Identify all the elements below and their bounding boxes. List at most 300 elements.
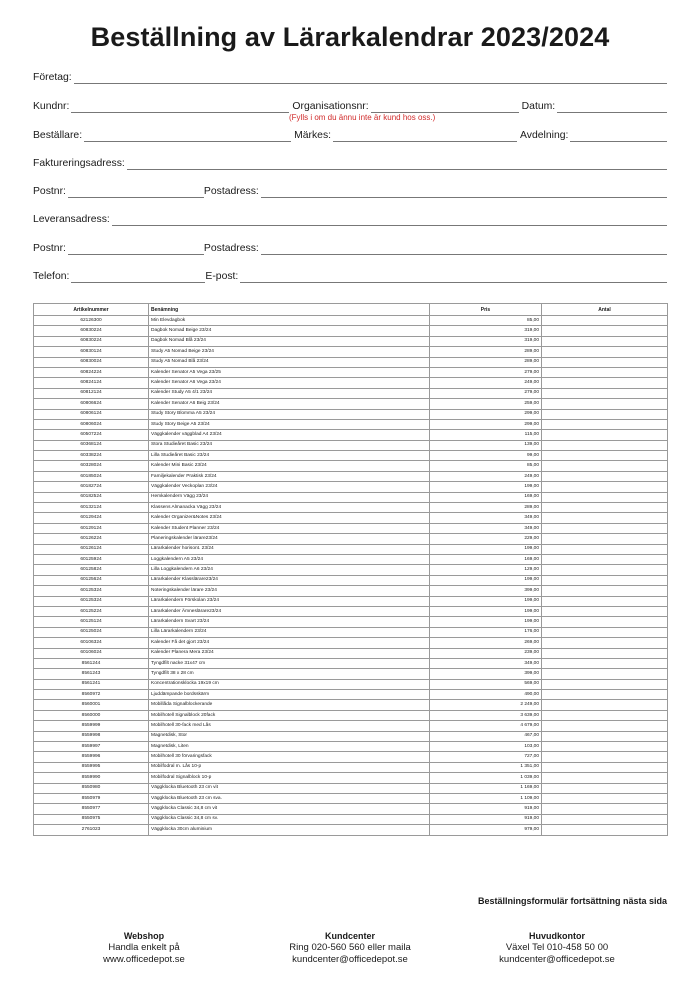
antal-input[interactable] (542, 554, 668, 564)
benamning-cell: Tyngdfilt 38 x 28 cm (149, 669, 430, 679)
antal-input[interactable] (542, 575, 668, 585)
benamning-cell: Väggklocka 30cm aluminium (149, 825, 430, 835)
table-row (34, 399, 668, 409)
pris-cell: 349,00 (430, 658, 542, 668)
artikelnummer-cell: 60806624 (34, 399, 149, 409)
artikelnummer-cell: 60830124 (34, 347, 149, 357)
antal-input[interactable] (542, 679, 668, 689)
table-row (34, 482, 668, 492)
pris-cell: 199,00 (430, 596, 542, 606)
artikelnummer-cell: 8560972 (34, 690, 149, 700)
pris-cell: 349,00 (430, 513, 542, 523)
table-row (34, 440, 668, 450)
pris-cell: 1 039,00 (430, 773, 542, 783)
benamning-cell: Mobillåda Signalblockerande (149, 700, 430, 710)
antal-input[interactable] (542, 773, 668, 783)
antal-input[interactable] (542, 482, 668, 492)
benamning-cell: Noteringskalender lärare 23/24 (149, 586, 430, 596)
footer-huvudkontor (447, 930, 667, 966)
artikelnummer-cell: 8559998 (34, 731, 149, 741)
benamning-cell: Familjekalender Praktisk 23/24 (149, 471, 430, 481)
table-row (34, 409, 668, 419)
artikelnummer-cell: 60830224 (34, 336, 149, 346)
kundnr-row (33, 97, 667, 113)
foretag-field[interactable] (74, 72, 667, 84)
avdelning-label: Avdelning: (520, 130, 569, 141)
artikelnummer-cell: 8550977 (34, 804, 149, 814)
page-title: Beställning av Lärarkalendrar 2023/2024 (90, 22, 610, 52)
orgnr-label: Organisationsnr: (292, 101, 369, 112)
epost-field[interactable] (240, 271, 667, 283)
pris-cell: 115,00 (430, 430, 542, 440)
table-row (34, 710, 668, 720)
pris-cell: 199,00 (430, 617, 542, 627)
benamning-cell: Ljuddämpande bordsskärm (149, 690, 430, 700)
antal-input[interactable] (542, 378, 668, 388)
antal-input[interactable] (542, 430, 668, 440)
order-table (33, 303, 668, 836)
antal-input[interactable] (542, 742, 668, 752)
pris-cell: 349,00 (430, 523, 542, 533)
antal-input[interactable] (542, 534, 668, 544)
pris-cell: 229,00 (430, 534, 542, 544)
table-row (34, 554, 668, 564)
foretag-row (33, 68, 667, 84)
pris-cell: 249,00 (430, 471, 542, 481)
postadress1-field[interactable] (261, 186, 667, 198)
table-row (34, 648, 668, 658)
markes-field[interactable] (333, 130, 517, 142)
datum-label: Datum: (521, 101, 556, 112)
pris-cell: 2 249,00 (430, 700, 542, 710)
benamning-cell: Väggklocka Bluetooth 23 cm sva. (149, 793, 430, 803)
benamning-cell: Kalender Study A5 4/1 23/24 (149, 388, 430, 398)
benamning-cell: Dagbok Nomad Blå 23/24 (149, 336, 430, 346)
pris-cell: 1 351,00 (430, 762, 542, 772)
table-row (34, 347, 668, 357)
faktadress-field[interactable] (127, 158, 667, 170)
table-row (34, 503, 668, 513)
artikelnummer-cell: 60507224 (34, 430, 149, 440)
benamning-cell: Lilla Lärarkalendern 23/24 (149, 627, 430, 637)
pris-cell: 299,00 (430, 409, 542, 419)
benamning-cell: Väggkalender väggblad A4 23/24 (149, 430, 430, 440)
benamning-cell: Lärarkalender Ämneslärare23/24 (149, 606, 430, 616)
artikelnummer-cell: 60125924 (34, 554, 149, 564)
artikelnummer-cell: 60806124 (34, 409, 149, 419)
table-row (34, 627, 668, 637)
antal-input[interactable] (542, 627, 668, 637)
table-row (34, 326, 668, 336)
footer-kundcenter (240, 930, 460, 966)
antal-input[interactable] (542, 638, 668, 648)
benamning-cell: Study Story Blomma A5 23/24 (149, 409, 430, 419)
postnr1-row (33, 182, 667, 198)
artikelnummer-cell: 60126124 (34, 544, 149, 554)
antal-input[interactable] (542, 451, 668, 461)
markes-label: Märkes: (294, 130, 332, 141)
pris-cell: 289,00 (430, 503, 542, 513)
artikelnummer-cell: 8560000 (34, 710, 149, 720)
pris-cell: 259,00 (430, 399, 542, 409)
artikelnummer-cell: 60182724 (34, 482, 149, 492)
faktadress-row (33, 154, 667, 170)
antal-input[interactable] (542, 388, 668, 398)
antal-input[interactable] (542, 700, 668, 710)
antal-input[interactable] (542, 336, 668, 346)
antal-input[interactable] (542, 523, 668, 533)
pris-cell: 169,00 (430, 554, 542, 564)
table-row (34, 669, 668, 679)
antal-input[interactable] (542, 419, 668, 429)
table-row (34, 783, 668, 793)
table-row (34, 731, 668, 741)
antal-input[interactable] (542, 399, 668, 409)
table-row (34, 367, 668, 377)
benamning-cell: Kalender Få det gjort 23/24 (149, 638, 430, 648)
antal-input[interactable] (542, 440, 668, 450)
antal-input[interactable] (542, 565, 668, 575)
benamning-cell: Magnetdisk, Liten (149, 742, 430, 752)
antal-input[interactable] (542, 326, 668, 336)
benamning-cell: Lärarkalender horisont. 23/24 (149, 544, 430, 554)
table-row (34, 679, 668, 689)
antal-input[interactable] (542, 669, 668, 679)
benamning-cell: Study Story Beige A5 23/24 (149, 419, 430, 429)
antal-input[interactable] (542, 544, 668, 554)
benamning-cell: Kalender Senator A6 Vega 23/24 (149, 378, 430, 388)
table-row (34, 544, 668, 554)
header-antal: Antal (542, 304, 668, 316)
antal-input[interactable] (542, 586, 668, 596)
levadress-field[interactable] (112, 214, 667, 226)
postnr2-label: Postnr: (33, 243, 66, 254)
table-row (34, 523, 668, 533)
kundcenter-email[interactable]: kundcenter@officedepot.se (292, 954, 408, 965)
avdelning-field[interactable] (570, 130, 667, 142)
pris-cell: 319,00 (430, 326, 542, 336)
table-row (34, 388, 668, 398)
artikelnummer-cell: 60125824 (34, 565, 149, 575)
benamning-cell: Planeringskalender lärare23/24 (149, 534, 430, 544)
artikelnummer-cell: 60125624 (34, 575, 149, 585)
header-pris: Pris (430, 304, 542, 316)
pris-cell: 467,00 (430, 731, 542, 741)
artikelnummer-cell: 8550980 (34, 783, 149, 793)
pris-cell: 919,00 (430, 804, 542, 814)
table-row (34, 752, 668, 762)
antal-input[interactable] (542, 783, 668, 793)
footer-webshop (34, 930, 254, 966)
benamning-cell: Lärarkalendern Förskolan 23/24 (149, 596, 430, 606)
table-row (34, 793, 668, 803)
artikelnummer-cell: 8561243 (34, 669, 149, 679)
table-row (34, 492, 668, 502)
artikelnummer-cell: 8560001 (34, 700, 149, 710)
benamning-cell: Hemkalendern Vägg 23/24 (149, 492, 430, 502)
benamning-cell: Väggklocka Classic 34,8 cm sv. (149, 814, 430, 824)
table-row (34, 534, 668, 544)
antal-input[interactable] (542, 461, 668, 471)
antal-input[interactable] (542, 804, 668, 814)
table-row (34, 461, 668, 471)
pris-cell: 169,00 (430, 492, 542, 502)
table-row (34, 419, 668, 429)
artikelnummer-cell: 60129424 (34, 513, 149, 523)
telefon-field[interactable] (71, 271, 205, 283)
kundnr-field[interactable] (71, 101, 289, 113)
huvudkontor-email[interactable]: kundcenter@officedepot.se (499, 954, 615, 965)
table-row (34, 617, 668, 627)
pris-cell: 139,00 (430, 440, 542, 450)
table-row (34, 814, 668, 824)
benamning-cell: Magnetdisk, Stor (149, 731, 430, 741)
pris-cell: 199,00 (430, 575, 542, 585)
postadress2-field[interactable] (261, 243, 667, 255)
benamning-cell: Min Elevdagbok (149, 316, 430, 326)
kundnr-label: Kundnr: (33, 101, 70, 112)
artikelnummer-cell: 60806024 (34, 419, 149, 429)
antal-input[interactable] (542, 814, 668, 824)
postnr2-field[interactable] (68, 243, 204, 255)
artikelnummer-cell: 60830024 (34, 357, 149, 367)
artikelnummer-cell: 60824224 (34, 367, 149, 377)
pris-cell: 279,00 (430, 388, 542, 398)
antal-input[interactable] (542, 316, 668, 326)
table-row (34, 700, 668, 710)
antal-input[interactable] (542, 492, 668, 502)
bestallare-row (33, 126, 667, 142)
antal-input[interactable] (542, 762, 668, 772)
pris-cell: 399,00 (430, 586, 542, 596)
webshop-heading: Webshop (123, 931, 165, 941)
antal-input[interactable] (542, 731, 668, 741)
pris-cell: 199,00 (430, 606, 542, 616)
huvudkontor-line1: Växel Tel 010-458 50 00 (505, 942, 609, 953)
antal-input[interactable] (542, 690, 668, 700)
pris-cell: 919,00 (430, 814, 542, 824)
benamning-cell: Study A5 Nomad Beige 23/24 (149, 347, 430, 357)
artikelnummer-cell: 8559999 (34, 721, 149, 731)
pris-cell: 129,00 (430, 565, 542, 575)
artikelnummer-cell: 62126300 (34, 316, 149, 326)
table-row (34, 825, 668, 835)
antal-input[interactable] (542, 503, 668, 513)
benamning-cell: Kalender Student Planner 23/24 (149, 523, 430, 533)
pris-cell: 979,00 (430, 825, 542, 835)
pris-cell: 1 109,00 (430, 793, 542, 803)
benamning-cell: Kalender Senator A6 Beig 23/24 (149, 399, 430, 409)
table-row (34, 575, 668, 585)
antal-input[interactable] (542, 347, 668, 357)
table-row (34, 378, 668, 388)
artikelnummer-cell: 60328024 (34, 461, 149, 471)
table-row (34, 606, 668, 616)
postnr1-label: Postnr: (33, 186, 66, 197)
artikelnummer-cell: 60126224 (34, 534, 149, 544)
antal-input[interactable] (542, 471, 668, 481)
table-row (34, 565, 668, 575)
benamning-cell: Mobilfodral Signalblock 10-p (149, 773, 430, 783)
benamning-cell: Loggkalendern A5 23/24 (149, 554, 430, 564)
table-row (34, 721, 668, 731)
benamning-cell: Koncentrationsklocka 19x19 cm (149, 679, 430, 689)
benamning-cell: Kalender Organizer&Notes 23/24 (149, 513, 430, 523)
benamning-cell: Study A5 Nomad Blå 23/24 (149, 357, 430, 367)
benamning-cell: Lilla Loggkalendern A6 23/24 (149, 565, 430, 575)
benamning-cell: Mobilhotell 30-fack med Lås (149, 721, 430, 731)
antal-input[interactable] (542, 409, 668, 419)
pris-cell: 103,00 (430, 742, 542, 752)
continuation-note: Beställningsformulär fortsättning nästa sida (477, 896, 667, 906)
antal-input[interactable] (542, 825, 668, 835)
table-row (34, 336, 668, 346)
artikelnummer-cell: 8561241 (34, 679, 149, 689)
pris-cell: 85,00 (430, 461, 542, 471)
foretag-label: Företag: (33, 72, 72, 83)
pris-cell: 279,00 (430, 367, 542, 377)
antal-input[interactable] (542, 710, 668, 720)
pris-cell: 3 639,00 (430, 710, 542, 720)
postnr1-field[interactable] (68, 186, 204, 198)
pris-cell: 289,00 (430, 357, 542, 367)
table-row (34, 316, 668, 326)
table-row (34, 742, 668, 752)
artikelnummer-cell: 60182524 (34, 492, 149, 502)
table-row (34, 638, 668, 648)
table-row (34, 658, 668, 668)
pris-cell: 289,00 (430, 347, 542, 357)
webshop-line1: Handla enkelt på (108, 942, 180, 953)
levadress-label: Leveransadress: (33, 214, 110, 225)
pris-cell: 269,00 (430, 638, 542, 648)
table-row (34, 762, 668, 772)
benamning-cell: Tyngdfilt nacke 31x47 cm (149, 658, 430, 668)
artikelnummer-cell: 60812124 (34, 388, 149, 398)
benamning-cell: Kalender Planera Mera 23/24 (149, 648, 430, 658)
orgnr-note: (Fylls i om du ännu inte är kund hos oss.) (289, 113, 436, 122)
header-benamning: Benämning (149, 304, 430, 316)
pris-cell: 239,00 (430, 648, 542, 658)
artikelnummer-cell: 60824124 (34, 378, 149, 388)
artikelnummer-cell: 8559996 (34, 752, 149, 762)
benamning-cell: Klassens Almanacka Vägg 23/24 (149, 503, 430, 513)
table-row (34, 804, 668, 814)
artikelnummer-cell: 2761023 (34, 825, 149, 835)
pris-cell: 176,00 (430, 627, 542, 637)
faktadress-label: Faktureringsadress: (33, 158, 125, 169)
pris-cell: 727,00 (430, 752, 542, 762)
pris-cell: 1 169,00 (430, 783, 542, 793)
benamning-cell: Dagbok Nomad Beige 23/24 (149, 326, 430, 336)
huvudkontor-heading: Huvudkontor (529, 931, 585, 941)
artikelnummer-cell: 60106324 (34, 638, 149, 648)
antal-input[interactable] (542, 596, 668, 606)
antal-input[interactable] (542, 357, 668, 367)
kundcenter-heading: Kundcenter (324, 931, 375, 941)
artikelnummer-cell: 60125024 (34, 627, 149, 637)
levadress-row (33, 210, 667, 226)
artikelnummer-cell: 60185024 (34, 471, 149, 481)
artikelnummer-cell: 60125124 (34, 617, 149, 627)
bestallare-field[interactable] (84, 130, 291, 142)
datum-field[interactable] (557, 101, 667, 113)
artikelnummer-cell: 8550975 (34, 814, 149, 824)
artikelnummer-cell: 60132124 (34, 503, 149, 513)
artikelnummer-cell: 60368124 (34, 440, 149, 450)
artikelnummer-cell: 60106024 (34, 648, 149, 658)
artikelnummer-cell: 60129124 (34, 523, 149, 533)
pris-cell: 4 679,00 (430, 721, 542, 731)
pris-cell: 319,00 (430, 336, 542, 346)
antal-input[interactable] (542, 617, 668, 627)
benamning-cell: Lärarkalendern Svart 23/24 (149, 617, 430, 627)
pris-cell: 199,00 (430, 482, 542, 492)
orgnr-field[interactable] (371, 101, 519, 113)
pris-cell: 99,00 (430, 451, 542, 461)
artikelnummer-cell: 8559995 (34, 762, 149, 772)
antal-input[interactable] (542, 648, 668, 658)
table-row (34, 451, 668, 461)
benamning-cell: Lärarkalender Klasslärare23/24 (149, 575, 430, 585)
benamning-cell: Lilla Studieåret Basic 23/24 (149, 451, 430, 461)
antal-input[interactable] (542, 721, 668, 731)
pris-cell: 199,00 (430, 544, 542, 554)
table-row (34, 596, 668, 606)
postnr2-row (33, 239, 667, 255)
kundcenter-line1: Ring 020-560 560 eller maila (289, 942, 411, 953)
artikelnummer-cell: 8561244 (34, 658, 149, 668)
pris-cell: 299,00 (430, 419, 542, 429)
pris-cell: 85,00 (430, 316, 542, 326)
table-row (34, 586, 668, 596)
antal-input[interactable] (542, 793, 668, 803)
table-row (34, 513, 668, 523)
header-artikelnummer: Artikelnummer (34, 304, 149, 316)
benamning-cell: Kalender Senator A5 Vega 23/25 (149, 367, 430, 377)
pris-cell: 490,00 (430, 690, 542, 700)
antal-input[interactable] (542, 658, 668, 668)
pris-cell: 249,00 (430, 378, 542, 388)
telefon-label: Telefon: (33, 271, 70, 282)
artikelnummer-cell: 60125324 (34, 586, 149, 596)
benamning-cell: Mobilhotell Signalblock 20fack (149, 710, 430, 720)
bestallare-label: Beställare: (33, 130, 83, 141)
postadress2-label: Postadress: (203, 243, 259, 254)
antal-input[interactable] (542, 606, 668, 616)
artikelnummer-cell: 60125224 (34, 606, 149, 616)
telefon-row (33, 267, 667, 283)
antal-input[interactable] (542, 367, 668, 377)
postadress1-label: Postadress: (203, 186, 259, 197)
table-row (34, 430, 668, 440)
benamning-cell: Väggklocka Bluetooth 23 cm vit (149, 783, 430, 793)
antal-input[interactable] (542, 752, 668, 762)
pris-cell: 399,00 (430, 669, 542, 679)
benamning-cell: Väggklocka Classic 34,8 cm vit (149, 804, 430, 814)
webshop-link[interactable]: www.officedepot.se (103, 954, 185, 965)
artikelnummer-cell: 8559990 (34, 773, 149, 783)
artikelnummer-cell: 60338224 (34, 451, 149, 461)
benamning-cell: Mobilhotell 30 förvaringsfack (149, 752, 430, 762)
table-row (34, 773, 668, 783)
pris-cell: 569,00 (430, 679, 542, 689)
table-row (34, 357, 668, 367)
benamning-cell: Stora Studieåret Basic 23/24 (149, 440, 430, 450)
antal-input[interactable] (542, 513, 668, 523)
artikelnummer-cell: 60830224 (34, 326, 149, 336)
benamning-cell: Kalender Mini Basic 23/24 (149, 461, 430, 471)
